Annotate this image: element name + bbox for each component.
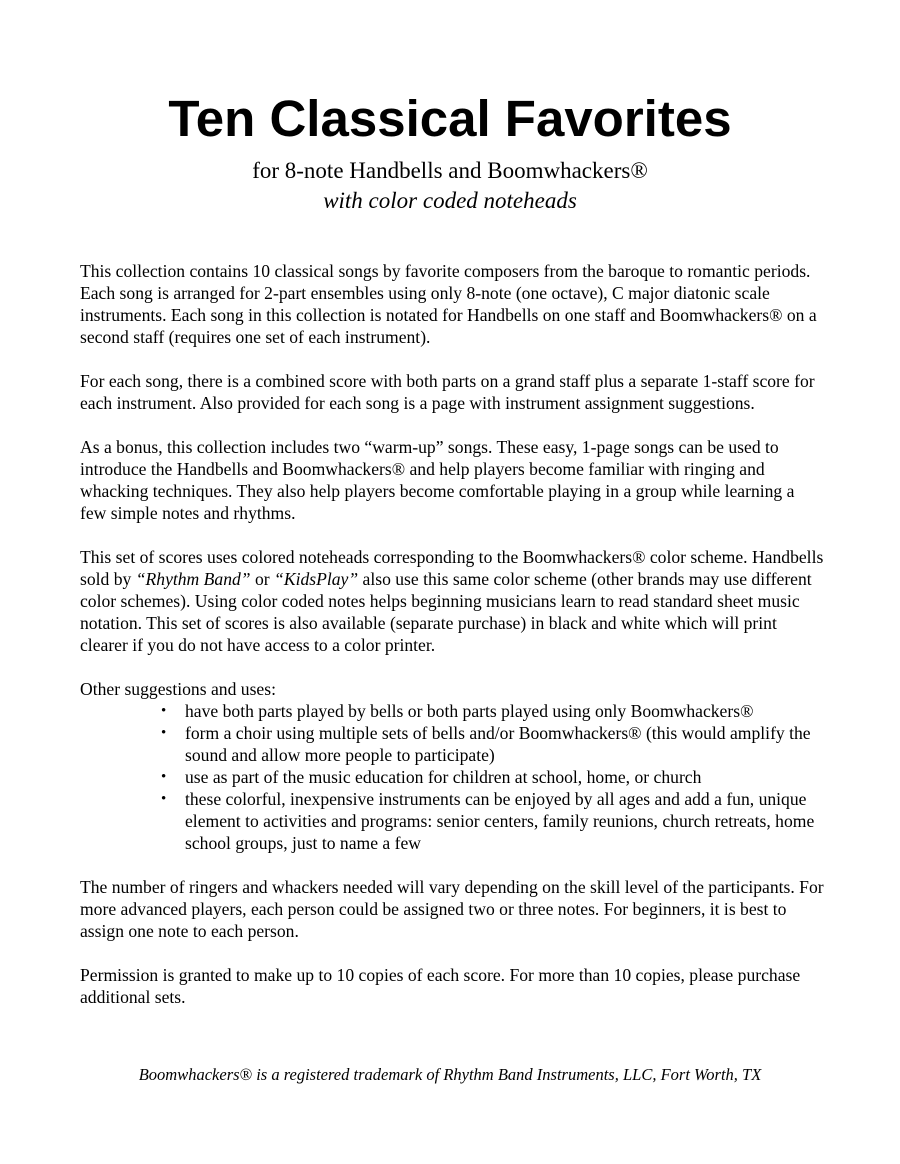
color-scheme-text-a: This set of scores uses colored noteheads corresponding to the Boomwhackers® color scheme. Handbells sold by (80, 547, 824, 589)
suggestions-list (80, 700, 825, 854)
paragraph-collection-overview: This collection contains 10 classical songs by favorite composers from the baroque to romantic periods. Each song is arranged for 2-part ensembles using only 8-note (one octave), C major diatonic scale instruments. Each song in this collection is notated for Handbells on one staff and Boomwhackers® on a second staff (requires one set of each instrument). (80, 261, 817, 347)
list-item-text: have both parts played by bells or both parts played using only Boomwhackers® (185, 701, 754, 721)
page-title: Ten Classical Favorites (168, 90, 732, 147)
list-item (161, 788, 825, 854)
list-item (161, 700, 825, 722)
bullet-dot-icon: • (161, 769, 167, 785)
list-item-text: form a choir using multiple sets of bells and/or Boomwhackers® (this would amplify the sound and allow more people to participate) (185, 723, 811, 765)
bullet-dot-icon: • (161, 791, 167, 807)
list-item (161, 766, 825, 788)
subtitle: for 8-note Handbells and Boomwhackers® (252, 158, 648, 183)
paragraph-score-formats: For each song, there is a combined score with both parts on a grand staff plus a separate 1-staff score for each instrument. Also provided for each song is a page with instrument assignment suggestions. (80, 371, 815, 413)
trademark-footer: Boomwhackers® is a registered trademark of Rhythm Band Instruments, LLC, Fort Worth, TX (138, 1065, 762, 1084)
bullet-dot-icon: • (161, 703, 167, 719)
paragraph-copy-permission: Permission is granted to make up to 10 copies of each score. For more than 10 copies, please purchase additional sets. (80, 965, 801, 1007)
list-item-text: these colorful, inexpensive instruments can be enjoyed by all ages and add a fun, unique element to activities and programs: senior centers, family reunions, church retreats, home school groups, just to name a few (185, 789, 815, 853)
paragraph-suggestions-intro: Other suggestions and uses: (80, 679, 276, 699)
brand-rhythm-band: “Rhythm Band” (135, 569, 251, 589)
color-scheme-text-c: also use this same color scheme (other brands may use different color schemes). Using color coded notes helps beginning musicians learn to read standard sheet music notation. This set of scores is also available (separate purchase) in black and white which will print clearer if you do not have access to a color printer. (80, 569, 812, 655)
color-scheme-text-b: or (250, 569, 275, 589)
list-item (161, 722, 825, 766)
paragraph-color-scheme (80, 546, 825, 656)
document-body (80, 260, 825, 1030)
subtitle-italic: with color coded noteheads (323, 188, 577, 213)
brand-kidsplay: “KidsPlay” (274, 569, 359, 589)
bullet-dot-icon: • (161, 725, 167, 741)
paragraph-ringers-needed: The number of ringers and whackers needed will vary depending on the skill level of the participants. For more advanced players, each person could be assigned two or three notes. For beginners, it is best to assign one note to each person. (80, 877, 824, 941)
list-item-text: use as part of the music education for children at school, home, or church (185, 767, 702, 787)
paragraph-warm-up-bonus: As a bonus, this collection includes two “warm-up” songs. These easy, 1-page songs can be used to introduce the Handbells and Boomwhackers® and help players become familiar with ringing and whacking techniques. They also help players become comfortable playing in a group while learning a few simple notes and rhythms. (80, 437, 795, 523)
